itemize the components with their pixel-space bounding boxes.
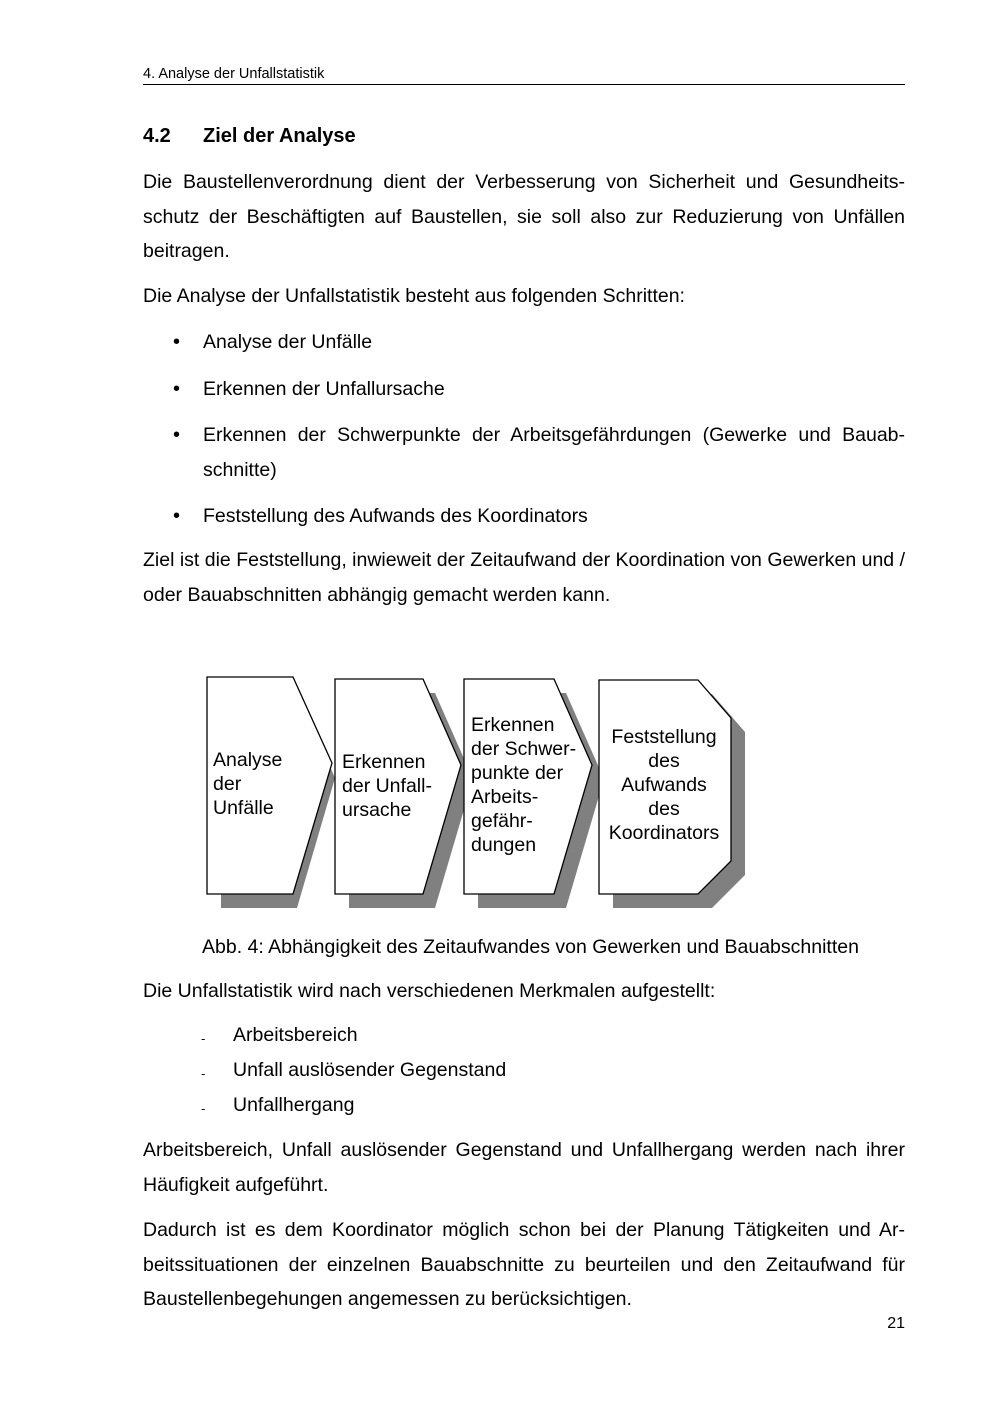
analysis-steps-list (143, 325, 905, 534)
step-label-line: des (648, 750, 680, 772)
list-item-text: Erkennen der Unfallursache (203, 377, 445, 400)
goal-paragraph: Ziel ist die Feststellung, inwieweit der Zeitaufwand der Koordination von Gewerken und / oder Bauabschnitten abhängig gemacht werden kann. (143, 549, 905, 606)
list-item (143, 499, 905, 534)
list-item (143, 1018, 905, 1053)
bullet-marker: • (173, 331, 181, 353)
step-label-line: ursache (342, 799, 412, 821)
list-item-text: Analyse der Unfälle (203, 331, 373, 353)
list-item (143, 372, 905, 407)
list-item (143, 418, 905, 487)
dash-marker: - (201, 1101, 206, 1116)
figure-caption: Abb. 4: Abhängigkeit des Zeitaufwandes von Gewerken und Bauabschnitten (202, 936, 859, 958)
frequency-paragraph: Arbeitsbereich, Unfall auslösender Gegenstand und Unfallhergang werden nach ihrer Häufigkeit aufgeführt. (143, 1139, 905, 1196)
step-label-unfallursache (342, 750, 432, 822)
step-label-line: dungen (471, 834, 537, 856)
running-header: 4. Analyse der Unfallstatistik (143, 64, 905, 85)
step-label-line: Unfälle (213, 797, 274, 819)
step-label-line: Analyse (213, 749, 283, 771)
bullet-marker: • (173, 505, 181, 527)
list-item-text: Feststellung des Aufwands des Koordinators (203, 505, 588, 527)
list-item (143, 325, 905, 360)
step-label-line: Aufwands (621, 774, 707, 796)
dash-marker: - (201, 1031, 206, 1046)
section-title: Ziel der Analyse (203, 125, 356, 147)
step-label-line: der (213, 773, 242, 795)
list-item-text: Erkennen der Schwerpunkte der Arbeitsgefährdungen (Gewerke und Bauab-schnitte) (203, 424, 905, 481)
step-label-line: Koordinators (608, 822, 720, 844)
coordinator-paragraph: Dadurch ist es dem Koordinator möglich schon bei der Planung Tätigkeiten und Ar-beitssituationen der einzelnen Bauabschnitte zu beurteilen und den Zeitaufwand für Baustellenbegehungen angemessen zu berücksichtigen. (143, 1219, 905, 1310)
step-label-line: gefähr- (471, 810, 533, 832)
list-item-text: Unfallhergang (233, 1094, 355, 1116)
list-item (143, 1088, 905, 1123)
dash-marker: - (201, 1066, 206, 1081)
bullet-marker: • (173, 377, 181, 400)
section-number: 4.2 (143, 125, 171, 147)
list-item (143, 1053, 905, 1088)
step-label-line: Erkennen (342, 751, 426, 773)
page-number: 21 (887, 1315, 905, 1332)
step-label-line: punkte der (471, 762, 564, 784)
features-intro-paragraph: Die Unfallstatistik wird nach verschiedenen Merkmalen aufgestellt: (143, 980, 716, 1002)
step-label-line: Feststellung (611, 726, 717, 748)
step-label-line: Arbeits- (471, 786, 539, 808)
list-item-text: Arbeitsbereich (233, 1024, 358, 1046)
step-label-line: der Unfall- (342, 775, 432, 797)
step-label-analyse (213, 748, 282, 820)
steps-intro-paragraph: Die Analyse der Unfallstatistik besteht aus folgenden Schritten: (143, 285, 685, 307)
bullet-marker: • (173, 424, 181, 446)
step-label-aufwand (602, 725, 726, 845)
process-diagram (190, 660, 770, 925)
step-label-line: der Schwer- (471, 738, 577, 760)
step-label-line: Erkennen (471, 714, 555, 736)
step-label-schwerpunkte (471, 713, 576, 857)
step-label-line: des (648, 798, 680, 820)
features-list (143, 1018, 905, 1123)
section-heading (143, 122, 356, 150)
list-item-text: Unfall auslösender Gegenstand (233, 1059, 507, 1081)
intro-paragraph: Die Baustellenverordnung dient der Verbesserung von Sicherheit und Gesundheits-schutz der Beschäftigten auf Baustellen, sie soll also zur Reduzierung von Unfällen beitragen. (143, 171, 905, 262)
